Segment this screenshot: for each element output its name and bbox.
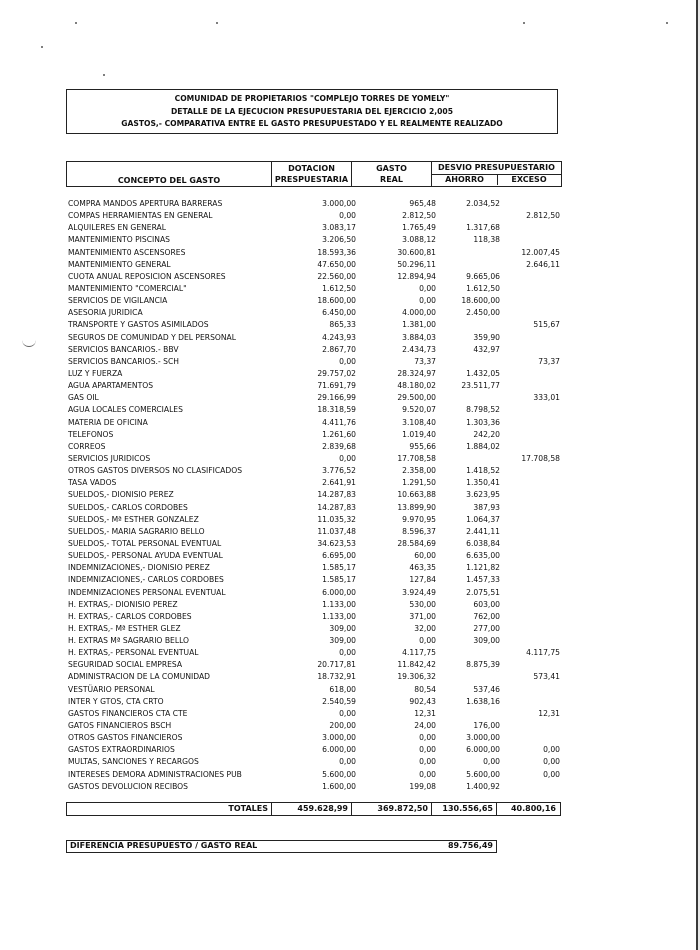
totals-real: 369.872,50 xyxy=(352,803,432,815)
cell-real: 0,00 xyxy=(419,757,436,767)
cell-ahorro: 23.511,77 xyxy=(461,381,500,391)
cell-ahorro: 176,00 xyxy=(473,721,500,731)
table-row xyxy=(68,392,562,404)
cell-dotacion: 6.000,00 xyxy=(322,745,356,755)
table-row xyxy=(68,368,562,380)
cell-dotacion: 22.560,00 xyxy=(317,271,356,281)
table-row xyxy=(68,222,562,234)
cell-concepto: INDEMNIZACIONES PERSONAL EVENTUAL xyxy=(68,587,226,597)
scan-speck xyxy=(666,22,668,24)
table-row xyxy=(68,453,562,465)
cell-ahorro: 1.432,05 xyxy=(466,368,500,378)
cell-ahorro: 2.441,11 xyxy=(466,526,500,536)
table-row xyxy=(68,271,562,283)
cell-exceso: 333,01 xyxy=(533,393,560,403)
cell-concepto: CORREOS xyxy=(68,441,106,451)
cell-ahorro: 0,00 xyxy=(483,757,500,767)
table-row xyxy=(68,781,562,793)
cell-exceso: 12,31 xyxy=(538,708,560,718)
cell-concepto: INDEMNIZACIONES,- DIONISIO PEREZ xyxy=(68,563,210,573)
cell-concepto: SERVICIOS DE VIGILANCIA xyxy=(68,296,168,306)
cell-real: 30.600,81 xyxy=(397,247,436,257)
table-row xyxy=(68,417,562,429)
cell-real: 1.291,50 xyxy=(402,478,436,488)
cell-concepto: SERVICIOS BANCARIOS.- BBV xyxy=(68,344,179,354)
cell-concepto: CUOTA ANUAL REPOSICION ASCENSORES xyxy=(68,271,226,281)
cell-dotacion: 3.206,50 xyxy=(322,235,356,245)
table-row xyxy=(68,441,562,453)
cell-real: 4.117,75 xyxy=(402,648,436,658)
cell-dotacion: 0,00 xyxy=(339,757,356,767)
totals-label: TOTALES xyxy=(67,803,272,815)
table-row xyxy=(68,526,562,538)
table-row xyxy=(68,635,562,647)
cell-exceso: 0,00 xyxy=(543,757,560,767)
cell-concepto: MANTENIMIENT0 ASCENSORES xyxy=(68,247,186,257)
cell-dotacion: 18.318,59 xyxy=(317,405,356,415)
cell-dotacion: 4.243,93 xyxy=(322,332,356,342)
cell-dotacion: 34.623,53 xyxy=(317,538,356,548)
cell-ahorro: 18.600,00 xyxy=(461,296,500,306)
cell-real: 29.500,00 xyxy=(397,393,436,403)
cell-concepto: LUZ Y FUERZA xyxy=(68,368,123,378)
cell-dotacion: 1.261,60 xyxy=(322,429,356,439)
totals-dotacion: 459.628,99 xyxy=(272,803,352,815)
difference-row xyxy=(66,840,497,853)
table-row xyxy=(68,319,562,331)
cell-concepto: GASTOS EXTRAORDINARIOS xyxy=(68,745,175,755)
cell-ahorro: 277,00 xyxy=(473,623,500,633)
table-row xyxy=(68,744,562,756)
cell-ahorro: 2.034,52 xyxy=(466,199,500,208)
cell-ahorro: 1.638,16 xyxy=(466,696,500,706)
table-row xyxy=(68,259,562,271)
table-row xyxy=(68,769,562,781)
cell-real: 50.296,11 xyxy=(397,259,436,269)
cell-concepto: GASTOS FINANCIEROS CTA CTE xyxy=(68,708,188,718)
table-row xyxy=(68,283,562,295)
report-title-line-3: GASTOS,- COMPARATIVA ENTRE EL GASTO PRESUPUESTADO Y EL REALMENTE REALIZADO xyxy=(121,119,503,128)
cell-exceso: 73,37 xyxy=(538,356,560,366)
cell-dotacion: 2.540,59 xyxy=(322,696,356,706)
cell-ahorro: 2.075,51 xyxy=(466,587,500,597)
cell-dotacion: 47.650,00 xyxy=(317,259,356,269)
column-header-desvio xyxy=(432,162,561,186)
cell-concepto: GASTOS DEVOLUCION RECIBOS xyxy=(68,781,188,791)
cell-real: 3.108,40 xyxy=(402,417,436,427)
cell-real: 9.970,95 xyxy=(402,514,436,524)
table-row xyxy=(68,380,562,392)
cell-dotacion: 1.133,00 xyxy=(322,599,356,609)
cell-ahorro: 5.600,00 xyxy=(466,769,500,779)
cell-dotacion: 3.000,00 xyxy=(322,733,356,743)
cell-real: 2.358,00 xyxy=(402,466,436,476)
scan-mark xyxy=(22,338,36,347)
cell-concepto: SUELDOS,- MARIA SAGRARIO BELLO xyxy=(68,526,205,536)
cell-real: 371,00 xyxy=(409,611,436,621)
cell-real: 2.812,50 xyxy=(402,211,436,221)
cell-concepto: GAS OIL xyxy=(68,393,99,403)
cell-dotacion: 18.593,36 xyxy=(317,247,356,257)
cell-dotacion: 0,00 xyxy=(339,453,356,463)
cell-dotacion: 1.600,00 xyxy=(322,781,356,791)
cell-dotacion: 14.287,83 xyxy=(317,502,356,512)
cell-ahorro: 6.635,00 xyxy=(466,551,500,561)
cell-real: 530,00 xyxy=(409,599,436,609)
cell-real: 28.584,69 xyxy=(397,538,436,548)
cell-ahorro: 1.418,52 xyxy=(466,466,500,476)
cell-real: 1.019,40 xyxy=(402,429,436,439)
cell-dotacion: 3.083,17 xyxy=(322,223,356,233)
cell-real: 0,00 xyxy=(419,283,436,293)
cell-dotacion: 200,00 xyxy=(329,721,356,731)
totals-ahorro: 130.556,65 xyxy=(432,803,497,815)
cell-ahorro: 1.064,37 xyxy=(466,514,500,524)
cell-dotacion: 0,00 xyxy=(339,356,356,366)
cell-real: 24,00 xyxy=(414,721,436,731)
table-row xyxy=(68,489,562,501)
cell-concepto: VESTÜARIO PERSONAL xyxy=(68,684,155,694)
cell-real: 3.088,12 xyxy=(402,235,436,245)
cell-ahorro: 387,93 xyxy=(473,502,500,512)
scan-speck xyxy=(103,74,105,76)
cell-real: 48.180,02 xyxy=(397,381,436,391)
cell-real: 199,08 xyxy=(409,781,436,791)
cell-exceso: 0,00 xyxy=(543,769,560,779)
totals-exceso: 40.800,16 xyxy=(510,804,556,813)
cell-ahorro: 3.623,95 xyxy=(466,490,500,500)
cell-concepto: TELEFONOS xyxy=(68,429,114,439)
cell-dotacion: 0,00 xyxy=(339,708,356,718)
cell-concepto: INTERESES DEMORA ADMINISTRACIONES PUB xyxy=(68,769,242,779)
cell-ahorro: 432,97 xyxy=(473,344,500,354)
cell-concepto: AGUA APARTAMENTOS xyxy=(68,381,154,391)
cell-concepto: SUELDOS,- CARLOS CORDOBES xyxy=(68,502,188,512)
scan-speck xyxy=(523,22,525,24)
cell-concepto: ADMINISTRACION DE LA COMUNIDAD xyxy=(68,672,210,682)
table-header xyxy=(66,161,562,187)
cell-dotacion: 618,00 xyxy=(329,684,356,694)
cell-dotacion: 6.000,00 xyxy=(322,587,356,597)
cell-real: 3.884,03 xyxy=(402,332,436,342)
cell-concepto: GATOS FINANCIEROS BSCH xyxy=(68,721,172,731)
cell-concepto: MANTENIMIENTO PISCINAS xyxy=(68,235,170,245)
report-title-line-2: DETALLE DE LA EJECUCION PRESUPUESTARIA DEL EJERCICIO 2,005 xyxy=(171,106,453,116)
cell-dotacion: 2.839,68 xyxy=(322,441,356,451)
cell-concepto: H. EXTRAS,- DIONISIO PEREZ xyxy=(68,599,178,609)
cell-ahorro: 2.450,00 xyxy=(466,308,500,318)
cell-concepto: TASA VADOS xyxy=(68,478,117,488)
cell-concepto: ASESORIA JURIDICA xyxy=(68,308,143,318)
table-row xyxy=(68,514,562,526)
cell-exceso: 0,00 xyxy=(543,745,560,755)
cell-real: 4.000,00 xyxy=(402,308,436,318)
cell-dotacion: 14.287,83 xyxy=(317,490,356,500)
table-row xyxy=(68,647,562,659)
cell-concepto: MULTAS, SANCIONES Y RECARGOS xyxy=(68,757,199,767)
cell-concepto: H. EXTRAS,- CARLOS CORDOBES xyxy=(68,611,192,621)
table-row xyxy=(68,756,562,768)
cell-exceso: 2.812,50 xyxy=(526,211,560,221)
table-row xyxy=(68,732,562,744)
table-row xyxy=(68,429,562,441)
cell-real: 2.434,73 xyxy=(402,344,436,354)
cell-real: 0,00 xyxy=(419,636,436,646)
cell-dotacion: 11.035,32 xyxy=(317,514,356,524)
cell-real: 9.520,07 xyxy=(402,405,436,415)
cell-dotacion: 20.717,81 xyxy=(317,660,356,670)
cell-ahorro: 1.350,41 xyxy=(466,478,500,488)
cell-concepto: OTROS GASTOS DIVERSOS NO CLASIFICADOS xyxy=(68,466,243,476)
cell-ahorro: 1.121,82 xyxy=(466,563,500,573)
cell-concepto: SEGURIDAD SOCIAL EMPRESA xyxy=(68,660,183,670)
table-row xyxy=(68,477,562,489)
table-row xyxy=(68,623,562,635)
cell-concepto: SUELDOS,- PERSONAL AYUDA EVENTUAL xyxy=(68,551,223,561)
cell-dotacion: 865,33 xyxy=(329,320,356,330)
cell-ahorro: 1.317,68 xyxy=(466,223,500,233)
table-row xyxy=(68,356,562,368)
cell-concepto: SERVICIOS JURIDICOS xyxy=(68,453,151,463)
cell-dotacion: 18.732,91 xyxy=(317,672,356,682)
table-row xyxy=(68,307,562,319)
table-row xyxy=(68,720,562,732)
cell-real: 3.924,49 xyxy=(402,587,436,597)
table-row xyxy=(68,550,562,562)
cell-ahorro: 1.612,50 xyxy=(466,283,500,293)
cell-concepto: OTROS GASTOS FINANCIEROS xyxy=(68,733,183,743)
cell-ahorro: 1.884,02 xyxy=(466,441,500,451)
column-header-desvio-label: DESVIO PRESUPUESTARIO xyxy=(432,162,561,175)
column-header-exceso: EXCESO xyxy=(511,175,547,184)
cell-dotacion: 5.600,00 xyxy=(322,769,356,779)
cell-ahorro: 762,00 xyxy=(473,611,500,621)
table-row xyxy=(68,696,562,708)
table-row xyxy=(68,404,562,416)
cell-concepto: MANTENIMIENTO "COMERCIAL" xyxy=(68,283,187,293)
cell-dotacion: 71.691,79 xyxy=(317,381,356,391)
cell-concepto: ALQUILERES EN GENERAL xyxy=(68,223,166,233)
table-row xyxy=(68,611,562,623)
cell-concepto: AGUA LOCALES COMERCIALES xyxy=(68,405,183,415)
cell-ahorro: 603,00 xyxy=(473,599,500,609)
report-title-line-1: COMUNIDAD DE PROPIETARIOS "COMPLEJO TORRES DE YOMELY" xyxy=(174,94,450,103)
cell-real: 965,48 xyxy=(409,199,436,208)
cell-ahorro: 1.303,36 xyxy=(466,417,500,427)
table-row xyxy=(68,502,562,514)
cell-concepto: H. EXTRAS,- Mª ESTHER GLEZ xyxy=(68,623,181,633)
cell-concepto: SUELDOS,- DIONISIO PEREZ xyxy=(68,490,174,500)
cell-dotacion: 0,00 xyxy=(339,211,356,221)
cell-concepto: H. EXTRAS,- PERSONAL EVENTUAL xyxy=(68,648,199,658)
cell-real: 32,00 xyxy=(414,623,436,633)
cell-ahorro: 1.400,92 xyxy=(466,781,500,791)
table-row xyxy=(68,344,562,356)
cell-dotacion: 18.600,00 xyxy=(317,296,356,306)
table-row xyxy=(68,234,562,246)
cell-exceso: 12.007,45 xyxy=(521,247,560,257)
scan-edge xyxy=(696,0,698,950)
cell-concepto: TRANSPORTE Y GASTOS ASIMILADOS xyxy=(68,320,209,330)
cell-dotacion: 1.585,17 xyxy=(322,575,356,585)
cell-dotacion: 2.641,91 xyxy=(322,478,356,488)
cell-dotacion: 309,00 xyxy=(329,636,356,646)
cell-ahorro: 309,00 xyxy=(473,636,500,646)
table-row xyxy=(68,295,562,307)
cell-ahorro: 3.000,00 xyxy=(466,733,500,743)
cell-concepto: SUELDOS,- Mª ESTHER GONZALEZ xyxy=(68,514,199,524)
table-row xyxy=(68,671,562,683)
cell-dotacion: 0,00 xyxy=(339,648,356,658)
cell-dotacion: 309,00 xyxy=(329,623,356,633)
cell-ahorro: 1.457,33 xyxy=(466,575,500,585)
cell-concepto: SERVICIOS BANCARIOS.- SCH xyxy=(68,356,179,366)
cell-real: 463,35 xyxy=(409,563,436,573)
cell-concepto: COMPAS HERRAMIENTAS EN GENERAL xyxy=(68,211,213,221)
cell-dotacion: 2.867,70 xyxy=(322,344,356,354)
table-row xyxy=(68,198,562,210)
cell-real: 28.324,97 xyxy=(397,368,436,378)
cell-ahorro: 242,20 xyxy=(473,429,500,439)
cell-exceso: 573,41 xyxy=(533,672,560,682)
cell-real: 60,00 xyxy=(414,551,436,561)
cell-concepto: H. EXTRAS Mª SAGRARIO BELLO xyxy=(68,636,190,646)
cell-real: 17.708,58 xyxy=(397,453,436,463)
cell-dotacion: 3.776,52 xyxy=(322,466,356,476)
cell-exceso: 17.708,58 xyxy=(521,453,560,463)
cell-concepto: SUELDOS,- TOTAL PERSONAL EVENTUAL xyxy=(68,538,222,548)
cell-real: 127,84 xyxy=(409,575,436,585)
column-header-ahorro: AHORRO xyxy=(432,174,498,185)
cell-concepto: MATERIA DE OFICINA xyxy=(68,417,148,427)
cell-ahorro: 537,46 xyxy=(473,684,500,694)
cell-dotacion: 3.000,00 xyxy=(322,199,356,208)
cell-dotacion: 1.612,50 xyxy=(322,283,356,293)
cell-real: 955,66 xyxy=(409,441,436,451)
cell-dotacion: 29.166,99 xyxy=(317,393,356,403)
cell-ahorro: 359,90 xyxy=(473,332,500,342)
table-row xyxy=(68,562,562,574)
cell-real: 80,54 xyxy=(414,684,436,694)
cell-dotacion: 11.037,48 xyxy=(317,526,356,536)
report-title-box xyxy=(66,89,558,134)
cell-concepto: SEGUROS DE COMUNIDAD Y DEL PERSONAL xyxy=(68,332,236,342)
table-row xyxy=(68,247,562,259)
cell-dotacion: 6.695,00 xyxy=(322,551,356,561)
cell-exceso: 4.117,75 xyxy=(526,648,560,658)
cell-real: 12,31 xyxy=(414,708,436,718)
cell-real: 10.663,88 xyxy=(397,490,436,500)
column-header-concepto: CONCEPTO DEL GASTO xyxy=(67,162,272,186)
cell-ahorro: 6.000,00 xyxy=(466,745,500,755)
difference-value: 89.756,49 xyxy=(447,841,493,850)
cell-ahorro: 118,38 xyxy=(473,235,500,245)
scan-speck xyxy=(75,22,77,24)
cell-real: 1.381,00 xyxy=(402,320,436,330)
cell-concepto: INDEMNIZACIONES,- CARLOS CORDOBES xyxy=(68,575,224,585)
cell-real: 0,00 xyxy=(419,769,436,779)
table-row xyxy=(68,574,562,586)
table-row xyxy=(68,684,562,696)
table-row xyxy=(68,465,562,477)
column-header-dotacion: DOTACION PRESPUESTARIA xyxy=(272,162,352,186)
cell-exceso: 2.646,11 xyxy=(526,259,560,269)
cell-concepto: INTER Y GTOS, CTA CRTO xyxy=(68,696,164,706)
cell-ahorro: 9.665,06 xyxy=(466,271,500,281)
cell-ahorro: 6.038,84 xyxy=(466,538,500,548)
table-row xyxy=(68,587,562,599)
cell-real: 902,43 xyxy=(409,696,436,706)
cell-real: 8.596,37 xyxy=(402,526,436,536)
cell-real: 1.765,49 xyxy=(402,223,436,233)
table-row xyxy=(68,210,562,222)
cell-real: 73,37 xyxy=(414,356,436,366)
cell-real: 0,00 xyxy=(419,733,436,743)
cell-dotacion: 4.411,76 xyxy=(322,417,356,427)
cell-ahorro: 8.798,52 xyxy=(466,405,500,415)
cell-real: 0,00 xyxy=(419,296,436,306)
table-row xyxy=(68,708,562,720)
cell-real: 19.306,32 xyxy=(397,672,436,682)
cell-dotacion: 29.757,02 xyxy=(317,368,356,378)
column-header-gasto-real: GASTO REAL xyxy=(352,162,432,186)
table-body xyxy=(68,198,562,793)
table-row xyxy=(68,599,562,611)
scan-speck xyxy=(216,22,218,24)
cell-real: 13.899,90 xyxy=(397,502,436,512)
cell-real: 0,00 xyxy=(419,745,436,755)
cell-dotacion: 6.450,00 xyxy=(322,308,356,318)
cell-real: 12.894,94 xyxy=(397,271,436,281)
cell-exceso: 515,67 xyxy=(533,320,560,330)
cell-concepto: COMPRA MANDOS APERTURA BARRERAS xyxy=(68,199,223,208)
table-row xyxy=(68,659,562,671)
scan-speck xyxy=(41,46,43,48)
cell-real: 11.842,42 xyxy=(397,660,436,670)
table-row xyxy=(68,538,562,550)
cell-dotacion: 1.585,17 xyxy=(322,563,356,573)
cell-concepto: MANTENIMIENTO GENERAL xyxy=(68,259,171,269)
difference-label: DIFERENCIA PRESUPUESTO / GASTO REAL xyxy=(70,841,258,850)
cell-ahorro: 8.875,39 xyxy=(466,660,500,670)
table-row xyxy=(68,332,562,344)
totals-row xyxy=(66,802,561,816)
cell-dotacion: 1.133,00 xyxy=(322,611,356,621)
